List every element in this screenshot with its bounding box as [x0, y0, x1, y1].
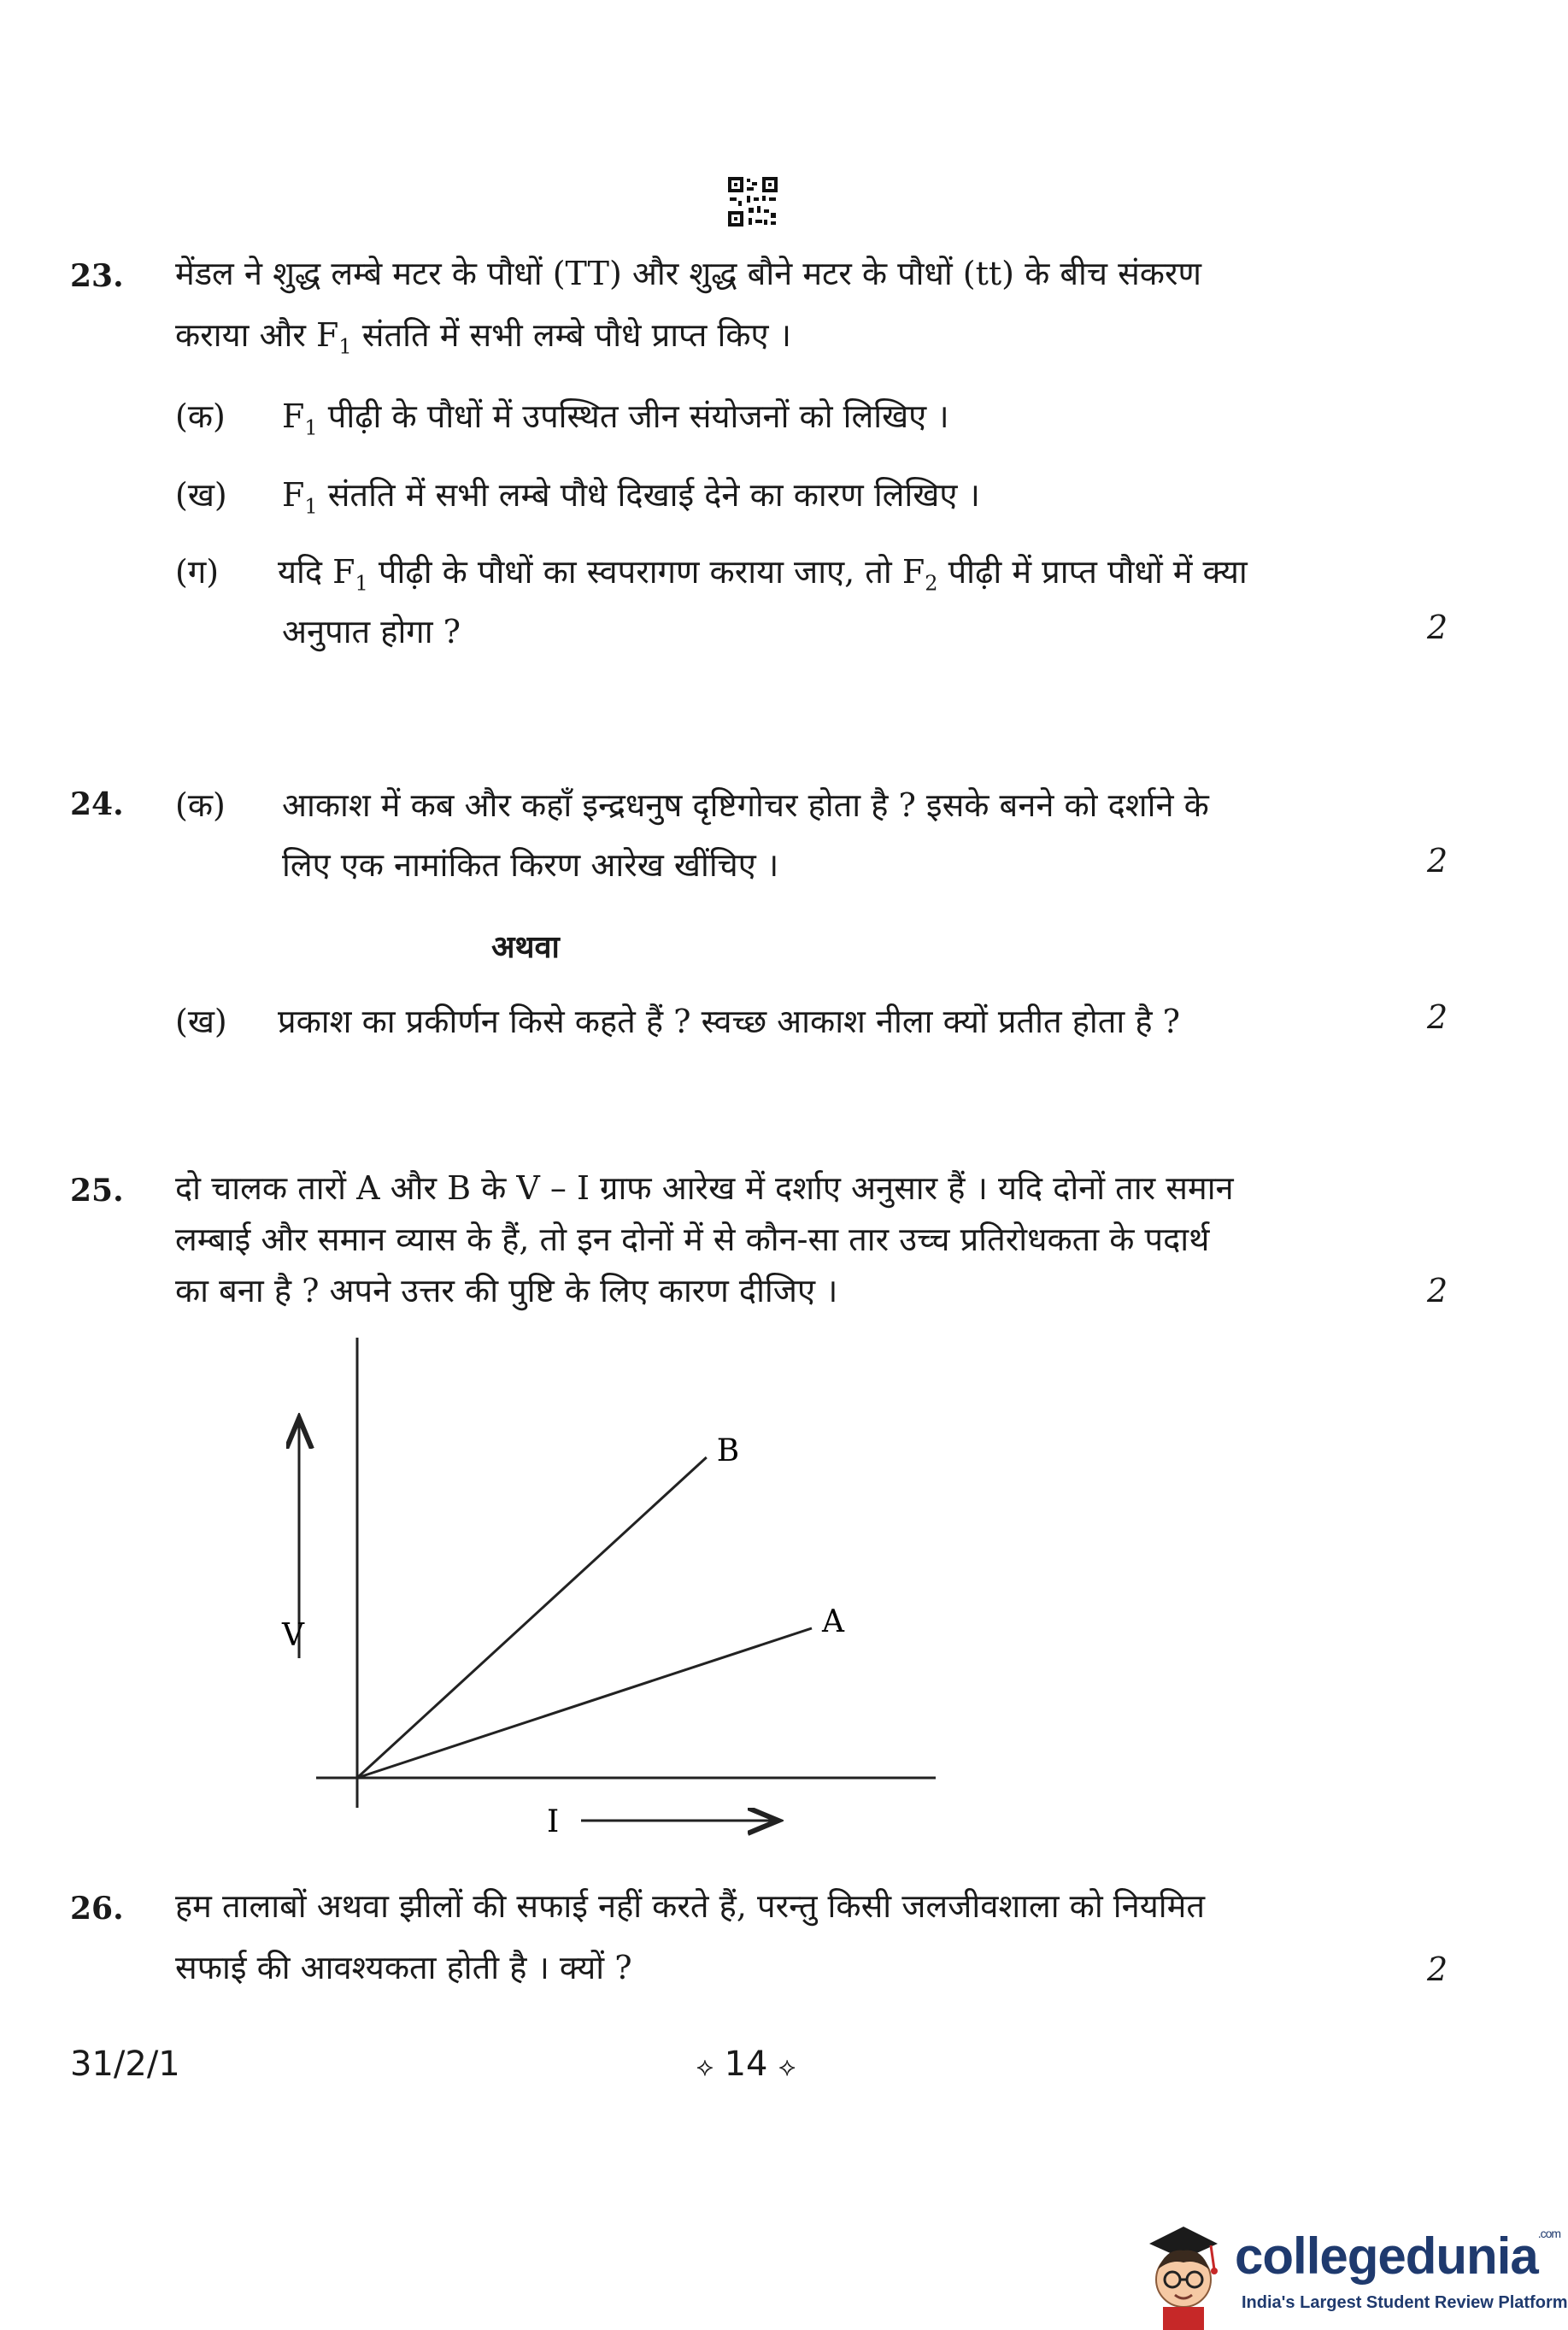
sub-question-label: (क) — [175, 786, 226, 824]
marks: 2 — [1427, 609, 1448, 646]
sub-question-text: आकाश में कब और कहाँ इन्द्रधनुष दृष्टिगोचर होता है ? इसके बनने को दर्शाने के — [282, 786, 1209, 824]
sub-question-text: प्रकाश का प्रकीर्णन किसे कहते हैं ? स्वच्छ आकाश नीला क्यों प्रतीत होता है ? — [278, 1003, 1180, 1040]
or-divider: अथवा — [491, 929, 560, 965]
sub-question-label: (ग) — [175, 553, 220, 591]
sub-question-text: $F_1$ पीढ़ी के पौधों में उपस्थित जीन संयोजनों को लिखिए । — [282, 397, 949, 440]
page-deco-left: ⟡ — [696, 2052, 714, 2082]
brand-suffix: .com — [1537, 2227, 1561, 2240]
question-number: 24. — [70, 786, 124, 822]
question-text: का बना है ? अपने उत्तर की पुष्टि के लिए कारण दीजिए । — [175, 1272, 838, 1309]
sub-question-label: (ख) — [175, 1003, 227, 1040]
y-axis-label: V — [282, 1618, 304, 1653]
question-number: 23. — [70, 258, 124, 294]
sub-question-label: (क) — [175, 397, 226, 435]
question-text: मेंडल ने शुद्ध लम्बे मटर के पौधों (TT) और शुद्ध बौने मटर के पौधों (tt) के बीच संकरण — [175, 255, 1201, 292]
sub-question-text: $F_1$ संतति में सभी लम्बे पौधे दिखाई देने का कारण लिखिए । — [282, 476, 980, 519]
sub-question-text: लिए एक नामांकित किरण आरेख खींचिए । — [282, 846, 779, 884]
question-text: कराया और $F_1$ संतति में सभी लम्बे पौधे प्राप्त किए । — [175, 316, 792, 359]
brand-name: collegedunia$^{.com}$ — [1235, 2227, 1561, 2285]
x-axis-label: I — [547, 1804, 560, 1839]
series-line-a — [357, 1628, 812, 1778]
brand-tagline: India's Largest Student Review Platform — [1242, 2293, 1568, 2312]
vi-graph — [256, 1325, 991, 1855]
series-label-a: A — [822, 1604, 844, 1639]
qr-code — [726, 175, 779, 228]
series-line-b — [357, 1457, 707, 1778]
question-number: 26. — [70, 1891, 124, 1927]
marks: 2 — [1427, 1950, 1448, 1988]
page-deco-right: ⟡ — [778, 2052, 796, 2082]
marks: 2 — [1427, 1272, 1448, 1309]
marks: 2 — [1427, 998, 1448, 1036]
page-number: ⟡ 14 ⟡ — [696, 2045, 796, 2084]
mascot-icon — [1132, 2209, 1235, 2330]
series-label-b: B — [716, 1433, 740, 1468]
question-text: लम्बाई और समान व्यास के हैं, तो इन दोनों में से कौन-सा तार उच्च प्रतिरोधकता के पदार्थ — [175, 1221, 1210, 1258]
question-text: सफाई की आवश्यकता होती है । क्यों ? — [175, 1949, 632, 1986]
sub-question-text: यदि $F_1$ पीढ़ी के पौधों का स्वपरागण कराया जाए, तो $F_2$ पीढ़ी में प्राप्त पौधों में क्या — [278, 553, 1248, 596]
question-text: दो चालक तारों A और B के V – I ग्राफ आरेख में दर्शाए अनुसार हैं । यदि दोनों तार समान — [175, 1169, 1234, 1207]
sub-question-label: (ख) — [175, 476, 227, 514]
collegedunia-watermark — [1132, 2209, 1568, 2330]
paper-code: 31/2/1 — [70, 2045, 180, 2084]
question-number: 25. — [70, 1173, 124, 1209]
question-text: हम तालाबों अथवा झीलों की सफाई नहीं करते हैं, परन्तु किसी जलजीवशाला को नियमित — [175, 1887, 1205, 1925]
sub-question-text: अनुपात होगा ? — [282, 613, 461, 650]
marks: 2 — [1427, 842, 1448, 880]
